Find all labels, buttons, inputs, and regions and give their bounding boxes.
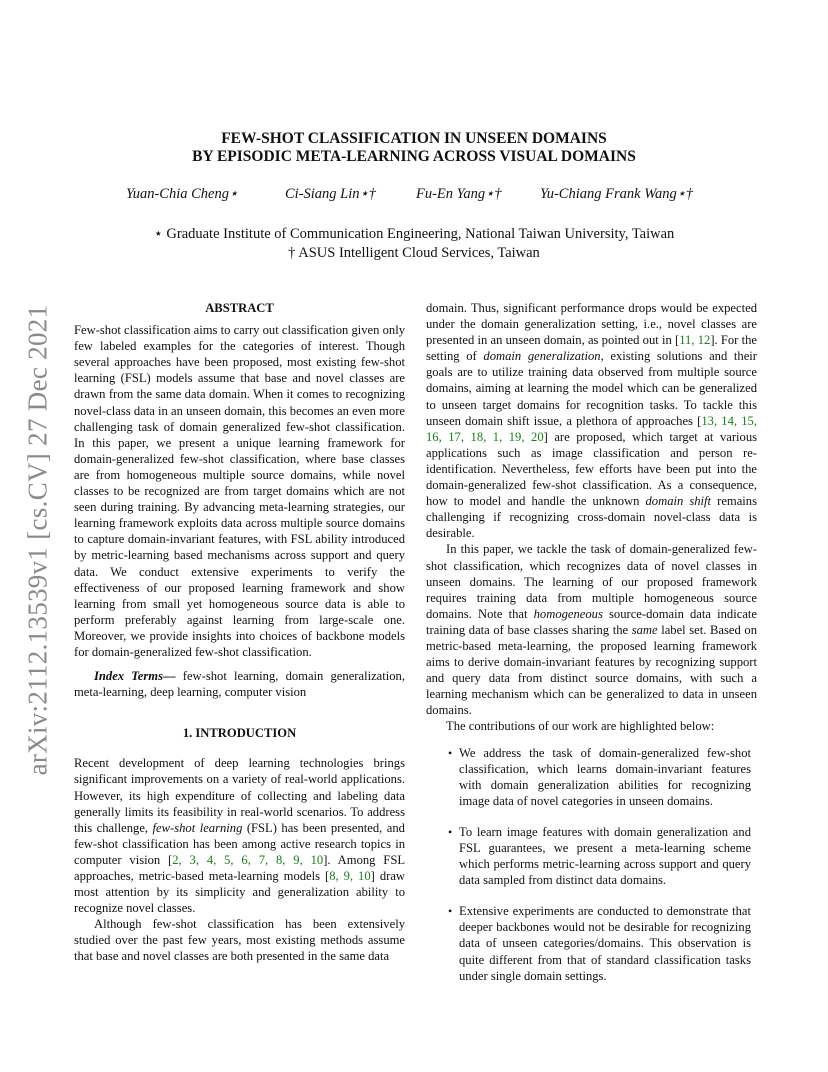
citation-link[interactable]: 2, 3, 4, 5, 6, 7, 8, 9, 10 [172,852,324,867]
right-column [426,300,757,999]
list-item: • To learn image features with domain generalization and FSL guarantees, we present a meta-learning scheme which performs metric-learning across support and query data sampled from distinct data domains. [448,824,751,888]
citation-link[interactable]: 11, 12 [679,333,711,348]
abstract-text: Few-shot classification aims to carry out classification given only few labeled examples for the categories of interest. Though several approaches have been proposed, most existing few-shot learning (FSL) models assume that base and novel classes are drawn from the same data domain. When it comes to recognizing novel-class data in an unseen domain, this becomes an even more challenging task of domain generalized few-shot classification. In this paper, we present a unique learning framework for domain-generalized few-shot classification, where base classes are from homogeneous multiple source domains, while novel classes to be recognized are from target domains which are not seen during training. By advancing meta-learning strategies, our learning framework exploits data across multiple source domains to capture domain-invariant features, with FSL ability introduced by metric-learning based mechanisms across support and query data. We conduct extensive experiments to verify the effectiveness of our proposed learning framework and show learning from small yet homogeneous source data is able to perform preferably against learning from large-scale one. Moreover, we provide insights into choices of backbone models for domain-generalized few-shot classification. [74,323,405,659]
author-list [0,186,828,206]
bullet-icon: • [448,904,453,919]
bullet-icon: • [448,824,453,839]
author-name: Fu-En Yang⋆† [416,186,502,202]
abstract-heading: ABSTRACT [205,301,274,315]
title-line-2: BY EPISODIC META-LEARNING ACROSS VISUAL DOMAINS [192,148,636,165]
introduction-heading: 1. INTRODUCTION [182,726,297,741]
paper-title [0,130,828,166]
intro-paragraph: The contributions of our work are highlighted below: [446,719,715,734]
affiliation-line: † ASUS Intelligent Cloud Services, Taiwan [288,245,540,261]
index-terms-text: few-shot learning, domain generalization, meta-learning, deep learning, computer vision [74,669,405,700]
index-terms [74,668,405,700]
title-line-1: FEW-SHOT CLASSIFICATION IN UNSEEN DOMAINS [221,130,607,147]
citation-link[interactable]: 8, 9, 10 [329,869,371,883]
arxiv-identifier: arXiv:2112.13539v1 [cs.CV] 27 Dec 2021 [22,304,53,776]
citation-link[interactable]: 13, 14, 15, 16, 17, 18, 1, 19, 20 [426,413,757,444]
author-name: Yuan-Chia Cheng⋆ [126,186,239,202]
list-item: • We address the task of domain-generalized few-shot classification, which learns domain-invariant features with domain generalization abilities for recognizing image data of novel categories in unseen domains. [448,745,751,808]
list-item: • Extensive experiments are conducted to demonstrate that deeper backbones would not be desirable for recognizing data of unseen categories/domains. This observation is quite different from that of standard classification tasks under single domain settings. [448,904,751,983]
author-name: Yu-Chiang Frank Wang⋆† [540,186,694,202]
intro-paragraph: In this paper, we tackle the task of domain-generalized few-shot classification, which recognizes data of novel classes in unseen domains. The learning of our proposed framework requires training data from multiple homogeneous source domains. Note that homogeneous source-domain data indicate training data of base classes sharing the same label set. Based on metric-based meta-learning, the proposed learning framework aims to derive domain-invariant features by recognizing support and query data from distinct source domains, with such a learning mechanism which can be generalized to data in unseen domains. [426,542,758,718]
affiliations [0,225,828,263]
author-name: Ci-Siang Lin⋆† [285,186,376,202]
affiliation-line: ⋆ Graduate Institute of Communication Engineering, National Taiwan University, Taiwan [153,226,675,242]
intro-paragraph: Recent development of deep learning technologies brings significant improvements on a variety of real-world applications. However, its high expenditure of collecting and labeling data generally limits its feasibility in real-world scenarios. To address this challenge, few-shot learning (FSL) has been presented, and few-shot classification has been among active research topics in computer vision [2, 3, 4, 5, 6, 7, 8, 9, 10]. Among FSL approaches, metric-based meta-learning models [8, 9, 10] draw most attention by its simplicity and generalization ability to recognize novel classes. [74,756,406,916]
intro-paragraph: Although few-shot classification has been extensively studied over the past few years, most existing methods assume that base and novel classes are both presented in the same data [74,917,405,964]
intro-paragraph: domain. Thus, significant performance drops would be expected under the domain generalization setting, i.e., novel classes are presented in an unseen domain, as pointed out in [11, 12]. For the setting of domain generalization, existing solutions and their goals are to utilize training data observed from multiple source domains, aiming at learning the model which can be generalized to unseen target domains for recognition tasks. To tackle this unseen domain shift issue, a plethora of approaches [13, 14, 15, 16, 17, 18, 1, 19, 20] are proposed, which target at various applications such as image classification and person re-identification. Nevertheless, few efforts have been put into the domain-generalized few-shot classification. As a consequence, how to model and handle the unknown domain shift remains challenging if recognizing cross-domain novel-class data is desirable. [426,301,758,541]
index-terms-label: Index Terms— [94,669,176,684]
bullet-icon: • [448,745,453,760]
left-column [74,300,405,965]
contributions-list [426,745,757,984]
